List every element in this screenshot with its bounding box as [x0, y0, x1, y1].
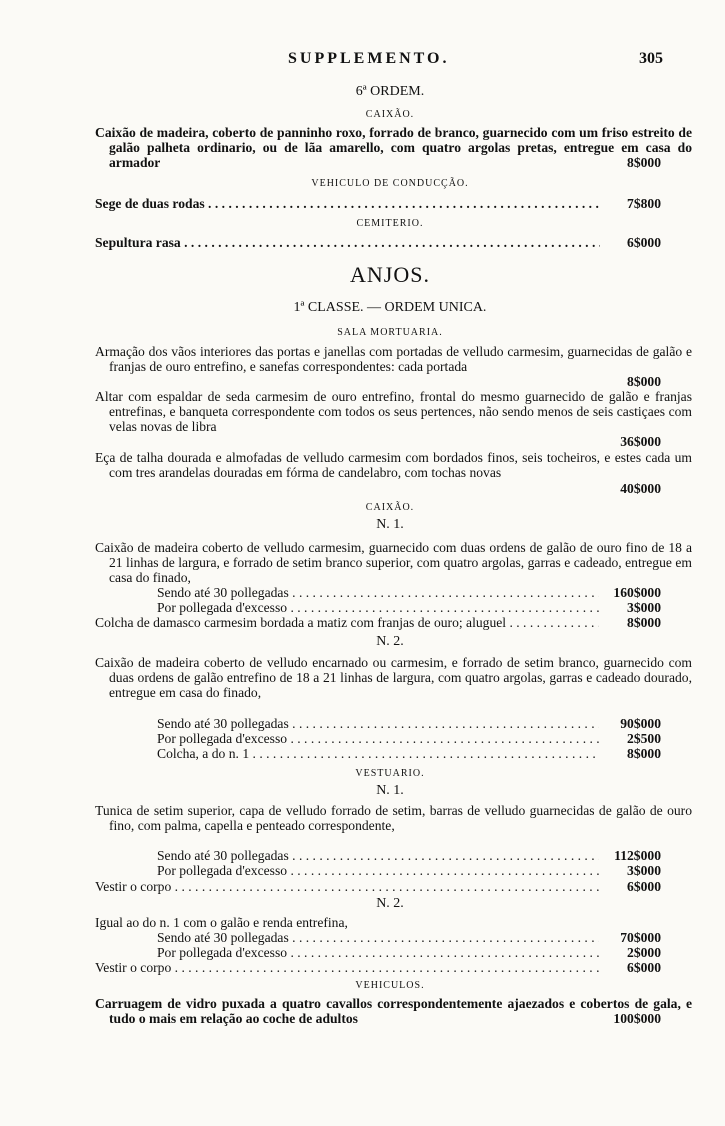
n1-entry — [95, 540, 692, 585]
n2-line — [95, 731, 692, 746]
sala-item-text: Eça de talha dourada e almofadas de velludo carmesim com bordados finos, seis tocheiros, e estes cada um com tres arandelas douradas em fórma de candelabro, com tochas novas — [95, 450, 692, 480]
vest-n2-line — [95, 945, 692, 960]
vest-n1-text: Tunica de setim superior, capa de velludo forrado de setim, barras de velludo guarnecidas de galão de ouro fino, com palma, capella e penteado correspondente, — [95, 803, 692, 833]
vest-n1-line — [95, 863, 692, 878]
cemiterio-heading: CEMITERIO. — [356, 218, 424, 229]
n2-line-price: 2$500 — [627, 731, 661, 746]
vest-n1-entry — [95, 803, 692, 833]
caixao-heading-2: CAIXÃO. — [365, 502, 415, 513]
sala-item-price: 40$000 — [620, 481, 661, 496]
sala-item-price-line — [95, 481, 692, 496]
vehiculos-text: Carruagem de vidro puxada a quatro cavallos correspondentemente ajaezados e cobertos de gala, e tudo o mais em relação ao coche de adultos — [95, 996, 692, 1026]
colcha-line — [95, 615, 692, 630]
n2-line — [95, 746, 692, 761]
vehiculos-heading: VEHICULOS. — [355, 980, 425, 991]
sala-item-price: 8$000 — [627, 374, 661, 389]
caixao-heading-1: CAIXÃO. — [365, 109, 415, 120]
cemiterio-label: Sepultura rasa . . . — [95, 235, 600, 250]
n2-entry — [95, 655, 692, 700]
vest-n1-line-price: 3$000 — [627, 863, 661, 878]
vest-n2-line-label: Por pollegada d'excesso . . . — [157, 945, 599, 960]
n1-line-label: Sendo até 30 pollegadas . . . — [157, 585, 599, 600]
page-number: 305 — [639, 50, 663, 67]
caixao-text: Caixão de madeira, coberto de panninho roxo, forrado de branco, guarnecido com um friso estreito de galão palheta ordinario, ou de lãa amarello, com quatro argolas pretas, entregue em casa do armador — [95, 125, 692, 170]
n2-line-label: Colcha, a do n. 1 . . . — [157, 746, 599, 761]
vest-n1-heading: N. 1. — [376, 783, 404, 798]
vest-n1-line-label: Sendo até 30 pollegadas . . . — [157, 848, 599, 863]
sala-item — [95, 450, 692, 480]
n2-line-price: 90$000 — [620, 716, 661, 731]
n2-line — [95, 716, 692, 731]
anjos-title: ANJOS. — [350, 262, 430, 287]
vehiculos-price-line — [95, 1011, 692, 1026]
sala-heading: SALA MORTUARIA. — [337, 327, 443, 338]
n2-line-price: 8$000 — [627, 746, 661, 761]
vehiculos-price: 100$000 — [613, 1011, 661, 1026]
caixao-price-line — [95, 155, 692, 170]
vest-n2-line — [95, 930, 692, 945]
vest-n2-line-label: Sendo até 30 pollegadas . . . — [157, 930, 599, 945]
n1-heading: N. 1. — [376, 517, 404, 532]
n2-line-label: Por pollegada d'excesso . . . — [157, 731, 599, 746]
vest-n1-line — [95, 848, 692, 863]
sala-item-text: Armação dos vãos interiores das portas e janellas com portadas de velludo carmesim, guarnecidas de galão e franjas de ouro entrefino, e sanefas correspondentes: cada portada — [95, 344, 692, 374]
vest-n2-entry — [95, 915, 692, 930]
vest-n1-line-label: Por pollegada d'excesso . . . — [157, 863, 599, 878]
n1-line-label: Por pollegada d'excesso . . . — [157, 600, 599, 615]
sala-item-price-line — [95, 374, 692, 389]
colcha-label: Colcha de damasco carmesim bordada a matiz com franjas de ouro; aluguel . . . — [95, 615, 599, 630]
colcha-price: 8$000 — [627, 615, 661, 630]
vest-n2-text: Igual ao do n. 1 com o galão e renda entrefina, — [95, 915, 348, 930]
vest-n2-heading: N. 2. — [376, 896, 404, 911]
running-title: SUPPLEMENTO. — [288, 50, 450, 67]
vestir-label: Vestir o corpo . . . — [95, 960, 599, 975]
vest-n2-line-price: 70$000 — [620, 930, 661, 945]
sala-item — [95, 344, 692, 374]
veiculo-heading: VEHICULO DE CONDUCÇÃO. — [311, 178, 469, 189]
sala-item — [95, 389, 692, 434]
ordem-heading: 6ª ORDEM. — [355, 84, 425, 99]
n2-line-label: Sendo até 30 pollegadas . . . — [157, 716, 599, 731]
sala-item-text: Altar com espaldar de seda carmesim de ouro entrefino, frontal do mesmo guarnecido de galão e franjas entrefinas, e banqueta correspondente com todos os seus pertences, não sendo menos de seis castiçaes com velas novas de libra — [95, 389, 692, 434]
vestir-line — [95, 879, 692, 894]
n1-line — [95, 600, 692, 615]
caixao-price: 8$000 — [627, 155, 661, 170]
veiculo-price: 7$800 — [627, 196, 661, 211]
vest-n2-line-price: 2$000 — [627, 945, 661, 960]
veiculo-line — [95, 196, 692, 211]
classe-heading: 1ª CLASSE. — ORDEM UNICA. — [293, 300, 487, 315]
n1-text: Caixão de madeira coberto de velludo carmesim, guarnecido com duas ordens de galão de ouro fino de 18 a 21 linhas de largura, e forrado de setim branco superior, com quatro argolas, garras e cadeado, entregue em casa do finado, — [95, 540, 692, 585]
n2-text: Caixão de madeira coberto de velludo encarnado ou carmesim, e forrado de setim branco, guarnecido com duas ordens de galão entrefino de 18 a 21 linhas de largura, com quatro argolas, garras e cadeado dourado, entregue em casa do finado, — [95, 655, 692, 700]
sala-item-price: 36$000 — [620, 434, 661, 449]
vestir-price: 6$000 — [627, 879, 661, 894]
vestuario-heading: VESTUARIO. — [355, 768, 425, 779]
running-header — [0, 50, 725, 70]
vestir-label: Vestir o corpo . . . — [95, 879, 599, 894]
n1-line-price: 160$000 — [613, 585, 661, 600]
cemiterio-price: 6$000 — [627, 235, 661, 250]
n1-line — [95, 585, 692, 600]
vestir-line — [95, 960, 692, 975]
vest-n1-line-price: 112$000 — [614, 848, 661, 863]
sala-item-price-line — [95, 434, 692, 449]
n1-line-price: 3$000 — [627, 600, 661, 615]
cemiterio-line — [95, 235, 692, 250]
veiculo-label: Sege de duas rodas . . . — [95, 196, 600, 211]
n2-heading: N. 2. — [376, 634, 404, 649]
vestir-price: 6$000 — [627, 960, 661, 975]
